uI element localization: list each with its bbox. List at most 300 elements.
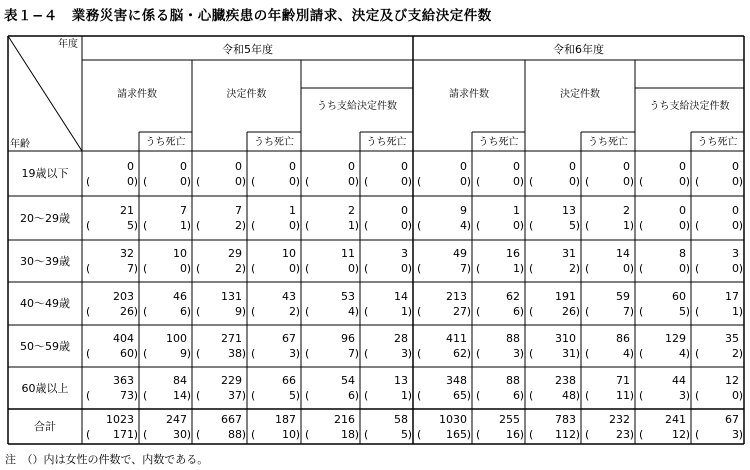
paren-open: ( xyxy=(529,347,534,360)
value-total: 35 xyxy=(725,332,739,345)
paren-open: ( xyxy=(251,174,256,188)
value-total: 7 xyxy=(180,204,187,217)
value-women: 1 xyxy=(401,304,408,318)
paren-open: ( xyxy=(695,389,700,402)
paren-open: ( xyxy=(305,389,310,402)
year-corner-label: 年度 xyxy=(58,39,78,50)
value-total: 88 xyxy=(506,374,520,387)
value-total: 71 xyxy=(616,374,630,387)
paren-close: ) xyxy=(133,304,138,318)
value-total: 21 xyxy=(120,204,134,217)
paren-close: ) xyxy=(685,347,690,360)
paren-open: ( xyxy=(196,304,201,318)
value-women: 88 xyxy=(228,427,242,441)
paren-close: ) xyxy=(186,174,191,188)
paren-close: ) xyxy=(241,304,246,318)
row-label: 合計 xyxy=(34,420,56,433)
value-total: 187 xyxy=(275,412,296,426)
value-total: 60 xyxy=(672,289,686,303)
value-women: 3 xyxy=(289,347,296,360)
value-women: 0 xyxy=(513,219,520,232)
value-women: 0 xyxy=(401,262,408,275)
paren-close: ) xyxy=(354,262,359,275)
paren-close: ) xyxy=(629,427,634,441)
value-total: 271 xyxy=(221,332,242,345)
paren-close: ) xyxy=(575,347,580,360)
value-total: 46 xyxy=(173,289,187,303)
value-total: 3 xyxy=(732,247,739,260)
value-women: 0 xyxy=(623,174,630,188)
value-total: 0 xyxy=(180,159,187,173)
paren-open: ( xyxy=(196,219,201,232)
paren-close: ) xyxy=(407,304,412,318)
value-total: 67 xyxy=(725,412,739,426)
value-women: 7 xyxy=(348,347,355,360)
paren-open: ( xyxy=(251,262,256,275)
value-total: 348 xyxy=(446,374,467,387)
group-header-decisions: 決定件数 xyxy=(226,89,267,100)
paren-open: ( xyxy=(143,174,148,188)
value-women: 3 xyxy=(732,427,739,441)
paren-open: ( xyxy=(529,262,534,275)
paren-open: ( xyxy=(529,427,534,441)
value-women: 62 xyxy=(453,347,467,360)
paren-open: ( xyxy=(251,389,256,402)
value-total: 203 xyxy=(113,289,134,303)
value-women: 0 xyxy=(679,219,686,232)
value-total: 783 xyxy=(555,412,576,426)
value-total: 10 xyxy=(173,247,187,260)
value-women: 60 xyxy=(120,347,134,360)
value-women: 4 xyxy=(460,219,467,232)
paren-close: ) xyxy=(738,304,743,318)
paren-close: ) xyxy=(519,219,524,232)
value-women: 0 xyxy=(235,174,242,188)
value-total: 411 xyxy=(446,332,467,345)
value-women: 6 xyxy=(180,304,187,318)
paren-close: ) xyxy=(407,389,412,402)
value-women: 1 xyxy=(732,304,739,318)
value-total: 0 xyxy=(235,159,242,173)
paren-open: ( xyxy=(585,174,590,188)
paren-close: ) xyxy=(685,304,690,318)
paren-open: ( xyxy=(585,304,590,318)
paren-open: ( xyxy=(529,219,534,232)
death-subheader: うち死亡 xyxy=(145,137,186,148)
paren-open: ( xyxy=(143,347,148,360)
value-women: 5 xyxy=(289,389,296,402)
paren-close: ) xyxy=(241,262,246,275)
death-subheader: うち死亡 xyxy=(697,137,738,148)
table-note: 注 （）内は女性の件数で、内数である。 xyxy=(5,453,209,466)
value-women: 7 xyxy=(460,262,467,275)
value-women: 2 xyxy=(569,262,576,275)
value-women: 6 xyxy=(348,389,355,402)
paren-close: ) xyxy=(295,427,300,441)
paren-close: ) xyxy=(295,262,300,275)
value-total: 53 xyxy=(341,289,355,303)
paren-close: ) xyxy=(241,389,246,402)
value-women: 112 xyxy=(555,427,576,441)
paren-close: ) xyxy=(738,427,743,441)
value-total: 44 xyxy=(672,374,686,387)
value-total: 0 xyxy=(513,159,520,173)
paren-open: ( xyxy=(585,219,590,232)
value-total: 11 xyxy=(341,247,355,260)
paren-open: ( xyxy=(529,389,534,402)
paren-close: ) xyxy=(295,304,300,318)
paren-close: ) xyxy=(629,304,634,318)
paren-close: ) xyxy=(685,174,690,188)
value-total: 2 xyxy=(623,204,630,217)
paren-open: ( xyxy=(695,304,700,318)
paren-open: ( xyxy=(639,174,644,188)
paren-open: ( xyxy=(476,427,481,441)
paren-open: ( xyxy=(364,304,369,318)
value-women: 0 xyxy=(732,389,739,402)
value-total: 3 xyxy=(401,247,408,260)
value-women: 26 xyxy=(120,304,134,318)
paren-close: ) xyxy=(629,347,634,360)
paren-open: ( xyxy=(364,219,369,232)
value-women: 2 xyxy=(235,219,242,232)
value-total: 232 xyxy=(609,412,630,426)
paren-close: ) xyxy=(738,262,743,275)
paren-close: ) xyxy=(629,174,634,188)
paren-close: ) xyxy=(519,427,524,441)
paren-close: ) xyxy=(685,262,690,275)
paren-open: ( xyxy=(476,262,481,275)
value-women: 5 xyxy=(569,219,576,232)
value-total: 213 xyxy=(446,289,467,303)
paren-open: ( xyxy=(305,174,310,188)
paren-close: ) xyxy=(407,174,412,188)
paren-open: ( xyxy=(86,347,91,360)
value-total: 29 xyxy=(228,247,242,260)
value-total: 0 xyxy=(460,159,467,173)
value-total: 16 xyxy=(506,247,520,260)
value-women: 165 xyxy=(446,427,467,441)
paren-open: ( xyxy=(417,347,422,360)
value-women: 7 xyxy=(127,262,134,275)
value-total: 363 xyxy=(113,374,134,387)
value-total: 131 xyxy=(221,289,242,303)
paren-close: ) xyxy=(466,262,471,275)
paren-open: ( xyxy=(529,304,534,318)
value-total: 58 xyxy=(394,412,408,426)
paren-close: ) xyxy=(186,427,191,441)
value-women: 0 xyxy=(679,262,686,275)
value-women: 2 xyxy=(235,262,242,275)
death-subheader: うち死亡 xyxy=(478,137,519,148)
paren-close: ) xyxy=(354,347,359,360)
paren-open: ( xyxy=(251,219,256,232)
value-women: 1 xyxy=(180,219,187,232)
paren-open: ( xyxy=(196,427,201,441)
paren-close: ) xyxy=(575,427,580,441)
value-total: 59 xyxy=(616,289,630,303)
value-women: 1 xyxy=(513,262,520,275)
paren-close: ) xyxy=(575,389,580,402)
value-total: 0 xyxy=(401,159,408,173)
value-women: 30 xyxy=(173,427,187,441)
row-label: 19歳以下 xyxy=(21,167,69,180)
paren-open: ( xyxy=(305,347,310,360)
paren-close: ) xyxy=(466,347,471,360)
value-women: 171 xyxy=(113,427,134,441)
value-women: 1 xyxy=(623,219,630,232)
value-women: 26 xyxy=(562,304,576,318)
paren-open: ( xyxy=(143,389,148,402)
value-women: 16 xyxy=(506,427,520,441)
group-header-approved: うち支給決定件数 xyxy=(317,101,397,112)
value-total: 13 xyxy=(562,204,576,217)
paren-close: ) xyxy=(466,174,471,188)
paren-close: ) xyxy=(407,219,412,232)
paren-close: ) xyxy=(295,347,300,360)
value-women: 2 xyxy=(289,304,296,318)
corner-diagonal xyxy=(8,36,82,151)
paren-close: ) xyxy=(407,347,412,360)
value-women: 0 xyxy=(732,174,739,188)
value-total: 0 xyxy=(569,159,576,173)
paren-close: ) xyxy=(466,389,471,402)
paren-close: ) xyxy=(354,174,359,188)
paren-close: ) xyxy=(466,304,471,318)
value-women: 12 xyxy=(672,427,686,441)
table-title: 表１−４ 業務災害に係る脳・心臓疾患の年齢別請求、決定及び支給決定件数 xyxy=(4,8,492,24)
row-label: 20～29歳 xyxy=(20,211,70,225)
death-subheader: うち死亡 xyxy=(254,137,294,148)
value-women: 2 xyxy=(732,347,739,360)
paren-close: ) xyxy=(738,389,743,402)
paren-open: ( xyxy=(695,174,700,188)
group-header-decisions: 決定件数 xyxy=(560,89,600,100)
paren-close: ) xyxy=(133,219,138,232)
paren-open: ( xyxy=(251,347,256,360)
paren-close: ) xyxy=(186,347,191,360)
value-total: 667 xyxy=(221,412,242,426)
value-total: 88 xyxy=(506,332,520,345)
paren-open: ( xyxy=(143,262,148,275)
value-women: 0 xyxy=(460,174,467,188)
value-women: 0 xyxy=(569,174,576,188)
value-women: 0 xyxy=(732,219,739,232)
group-header-claims: 請求件数 xyxy=(117,89,157,100)
paren-open: ( xyxy=(364,389,369,402)
value-total: 0 xyxy=(401,204,408,217)
value-women: 4 xyxy=(348,304,355,318)
value-women: 0 xyxy=(289,174,296,188)
value-total: 32 xyxy=(120,247,134,260)
paren-open: ( xyxy=(364,174,369,188)
value-total: 12 xyxy=(725,374,739,387)
value-total: 10 xyxy=(282,247,296,260)
value-women: 48 xyxy=(562,389,576,402)
value-women: 7 xyxy=(623,304,630,318)
value-total: 66 xyxy=(282,374,296,387)
paren-close: ) xyxy=(186,262,191,275)
value-women: 6 xyxy=(513,304,520,318)
paren-open: ( xyxy=(695,347,700,360)
value-total: 129 xyxy=(665,332,686,345)
value-women: 3 xyxy=(401,347,408,360)
paren-close: ) xyxy=(295,174,300,188)
paren-open: ( xyxy=(86,389,91,402)
paren-close: ) xyxy=(738,219,743,232)
paren-open: ( xyxy=(305,427,310,441)
row-label: 40～49歳 xyxy=(20,297,70,310)
value-total: 86 xyxy=(616,332,630,345)
value-total: 241 xyxy=(665,412,686,426)
value-total: 8 xyxy=(679,247,686,260)
paren-open: ( xyxy=(476,174,481,188)
paren-open: ( xyxy=(86,174,91,188)
value-total: 28 xyxy=(394,332,408,345)
value-total: 100 xyxy=(166,332,187,345)
paren-close: ) xyxy=(575,304,580,318)
value-women: 0 xyxy=(679,174,686,188)
year-header: 令和5年度 xyxy=(222,43,273,56)
paren-close: ) xyxy=(133,389,138,402)
paren-open: ( xyxy=(143,427,148,441)
paren-close: ) xyxy=(629,389,634,402)
paren-open: ( xyxy=(305,262,310,275)
row-label: 60歳以上 xyxy=(21,381,69,395)
value-women: 18 xyxy=(341,427,355,441)
paren-open: ( xyxy=(86,427,91,441)
value-total: 49 xyxy=(453,247,467,260)
paren-open: ( xyxy=(251,304,256,318)
value-women: 0 xyxy=(401,174,408,188)
value-total: 0 xyxy=(679,159,686,173)
paren-close: ) xyxy=(295,389,300,402)
value-total: 0 xyxy=(732,204,739,217)
value-women: 0 xyxy=(348,262,355,275)
value-total: 43 xyxy=(282,289,296,303)
row-label: 30～39歳 xyxy=(20,254,70,268)
paren-open: ( xyxy=(639,427,644,441)
paren-close: ) xyxy=(685,427,690,441)
paren-open: ( xyxy=(639,262,644,275)
value-women: 1 xyxy=(348,219,355,232)
paren-open: ( xyxy=(305,304,310,318)
value-total: 191 xyxy=(555,289,576,303)
value-total: 310 xyxy=(555,332,576,345)
value-women: 5 xyxy=(679,304,686,318)
paren-open: ( xyxy=(86,262,91,275)
paren-open: ( xyxy=(476,304,481,318)
value-total: 216 xyxy=(334,412,355,426)
value-women: 0 xyxy=(348,174,355,188)
value-women: 37 xyxy=(228,389,242,402)
death-subheader: うち死亡 xyxy=(366,137,407,148)
paren-close: ) xyxy=(186,304,191,318)
paren-close: ) xyxy=(575,262,580,275)
paren-close: ) xyxy=(133,174,138,188)
value-total: 54 xyxy=(341,374,355,387)
paren-open: ( xyxy=(86,219,91,232)
paren-close: ) xyxy=(354,304,359,318)
paren-close: ) xyxy=(519,174,524,188)
paren-open: ( xyxy=(305,219,310,232)
value-women: 3 xyxy=(679,389,686,402)
paren-close: ) xyxy=(466,219,471,232)
value-total: 2 xyxy=(348,204,355,217)
paren-open: ( xyxy=(529,174,534,188)
paren-close: ) xyxy=(186,219,191,232)
value-total: 0 xyxy=(623,159,630,173)
value-women: 27 xyxy=(453,304,467,318)
paren-open: ( xyxy=(86,304,91,318)
paren-close: ) xyxy=(241,219,246,232)
value-total: 9 xyxy=(460,204,467,217)
group-header-claims: 請求件数 xyxy=(449,89,489,100)
value-women: 0 xyxy=(289,219,296,232)
value-total: 13 xyxy=(394,374,408,387)
paren-close: ) xyxy=(738,174,743,188)
value-total: 7 xyxy=(235,204,242,217)
paren-close: ) xyxy=(685,219,690,232)
paren-close: ) xyxy=(407,262,412,275)
paren-open: ( xyxy=(417,427,422,441)
paren-open: ( xyxy=(417,262,422,275)
value-women: 9 xyxy=(180,347,187,360)
paren-open: ( xyxy=(143,219,148,232)
value-total: 0 xyxy=(348,159,355,173)
paren-open: ( xyxy=(417,174,422,188)
value-women: 31 xyxy=(562,347,576,360)
value-total: 17 xyxy=(725,289,739,303)
paren-close: ) xyxy=(519,262,524,275)
paren-close: ) xyxy=(519,347,524,360)
group-header-approved: うち支給決定件数 xyxy=(649,101,730,112)
paren-open: ( xyxy=(417,304,422,318)
paren-open: ( xyxy=(251,427,256,441)
paren-open: ( xyxy=(364,427,369,441)
value-women: 23 xyxy=(616,427,630,441)
paren-close: ) xyxy=(133,347,138,360)
paren-close: ) xyxy=(133,427,138,441)
paren-close: ) xyxy=(629,262,634,275)
value-total: 0 xyxy=(732,159,739,173)
value-total: 67 xyxy=(282,332,296,345)
value-women: 6 xyxy=(513,389,520,402)
paren-open: ( xyxy=(585,389,590,402)
age-corner-label: 年齢 xyxy=(10,139,30,150)
value-total: 238 xyxy=(555,374,576,387)
paren-open: ( xyxy=(196,174,201,188)
death-subheader: うち死亡 xyxy=(588,137,628,148)
value-total: 247 xyxy=(166,412,187,426)
paren-open: ( xyxy=(476,347,481,360)
paren-open: ( xyxy=(695,219,700,232)
paren-close: ) xyxy=(241,174,246,188)
paren-open: ( xyxy=(476,389,481,402)
paren-close: ) xyxy=(575,219,580,232)
value-total: 1023 xyxy=(106,412,134,426)
value-total: 0 xyxy=(289,159,296,173)
value-total: 0 xyxy=(127,159,134,173)
paren-close: ) xyxy=(354,219,359,232)
year-header: 令和6年度 xyxy=(553,43,604,56)
paren-close: ) xyxy=(519,304,524,318)
paren-open: ( xyxy=(417,389,422,402)
value-total: 1030 xyxy=(439,412,467,426)
paren-close: ) xyxy=(133,262,138,275)
value-women: 14 xyxy=(173,389,187,402)
paren-close: ) xyxy=(241,427,246,441)
